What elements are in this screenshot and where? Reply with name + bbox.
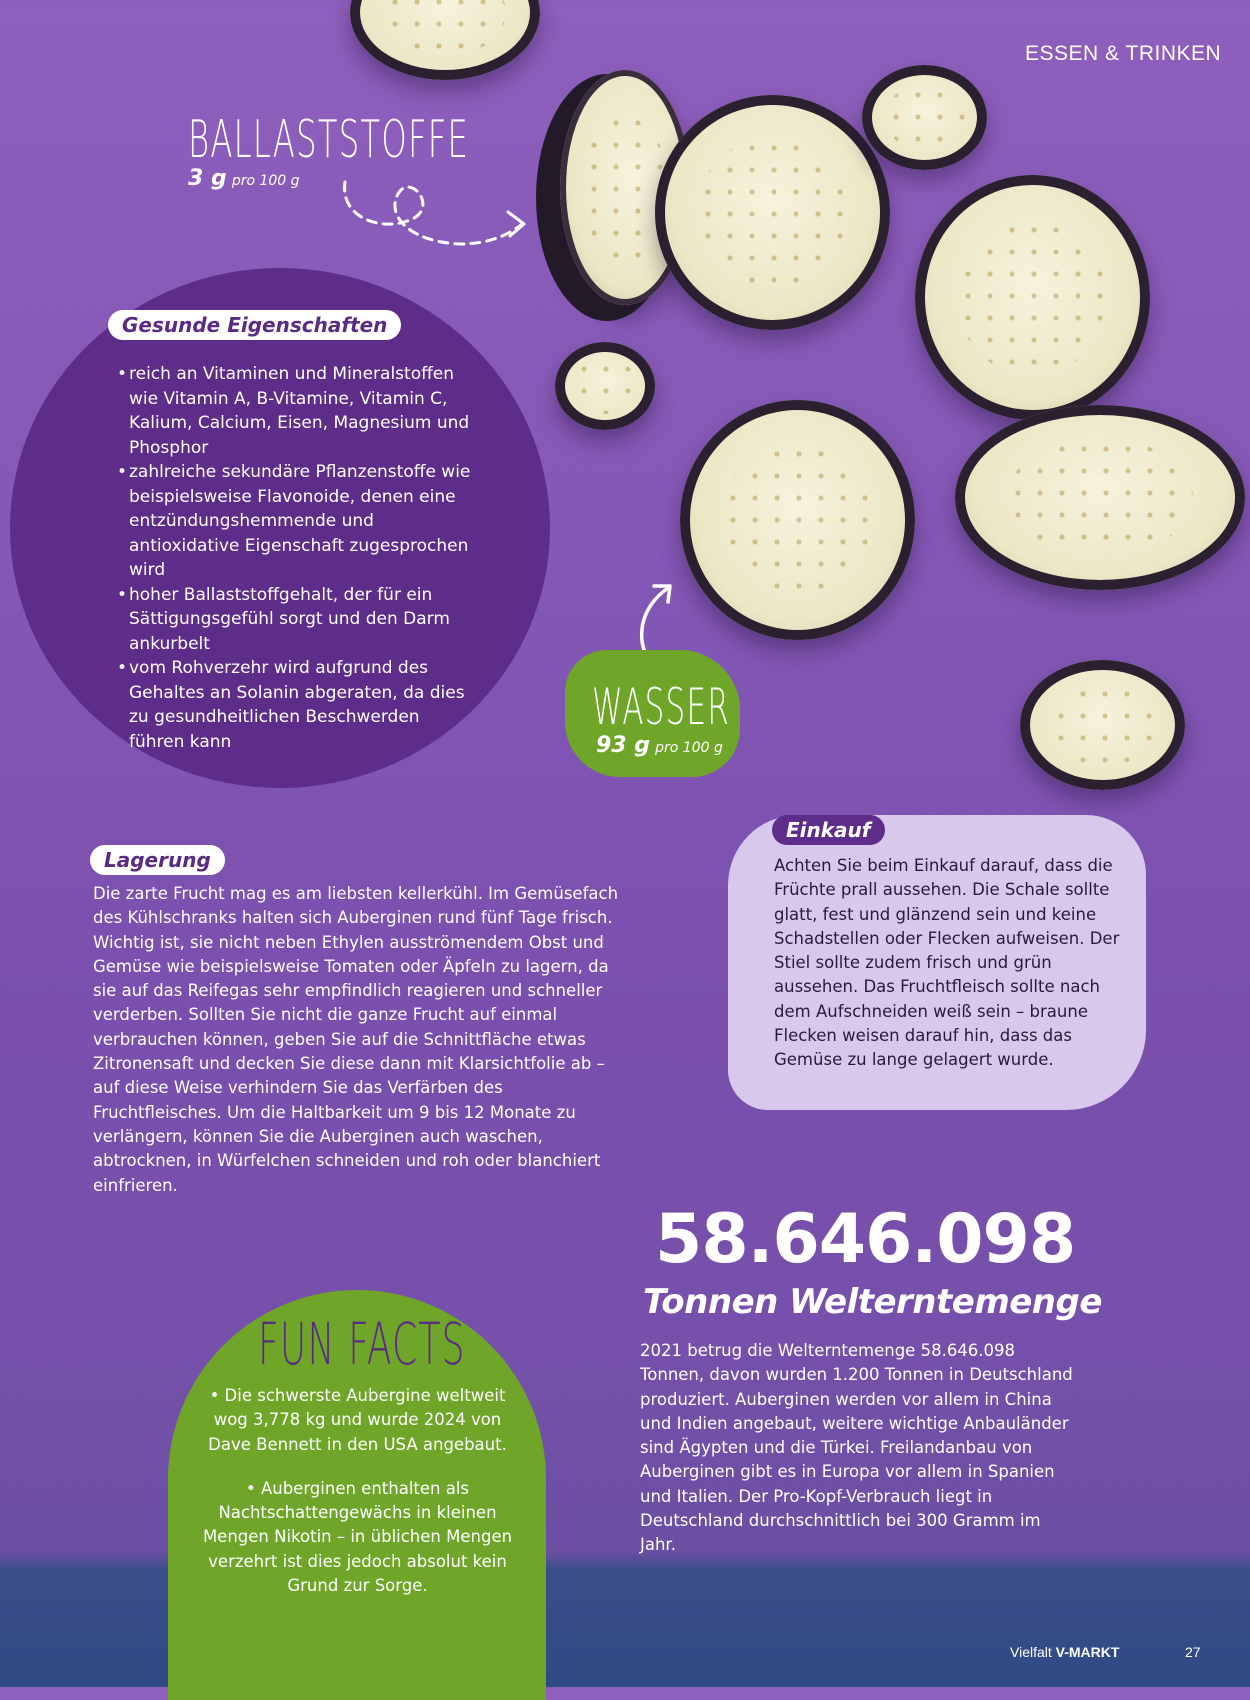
list-item: • zahlreiche sekundäre Pflanzenstoffe wie beispielsweise Flavonoide, denen eine entzündungshemmende und antioxidative Eigenschaft zugesprochen wird <box>117 460 472 583</box>
eggplant-slice-image <box>680 400 915 640</box>
harvest-number: 58.646.098 <box>655 1200 1076 1279</box>
page-number: 27 <box>1185 1644 1201 1660</box>
eggplant-slice-image <box>555 342 655 430</box>
list-item: • hoher Ballaststoffgehalt, der für ein Sättigungsgefühl sorgt und den Darm ankurbelt <box>117 583 472 657</box>
section-label: ESSEN & TRINKEN <box>1025 42 1222 65</box>
einkauf-text: Achten Sie beim Einkauf darauf, dass die Früchte prall aussehen. Die Schale sollte glatt, fest und glänzend sein und keine Schadstellen oder Flecken aufweisen. Der Stiel sollte zudem frisch und grün aussehen. Das Fruchtfleisch sollte nach dem Aufschneiden weiß sein – braune Flecken weisen darauf hin, dass das Gemüse zu lange gelagert wurde. <box>774 856 1120 1070</box>
fun-fact-item: • Die schwerste Aubergine weltweit wog 3,778 kg und wurde 2024 von Dave Bennett in den USA angebaut. <box>208 1386 507 1454</box>
eggplant-slice-image <box>1020 660 1185 790</box>
footer-brand-name: V-MARKT <box>1055 1644 1120 1660</box>
wasser-value: 93 g <box>596 733 651 758</box>
health-list <box>117 362 472 754</box>
harvest-text: 2021 betrug die Welterntemenge 58.646.098 Tonnen, davon wurden 1.200 Tonnen in Deutschland produziert. Auberginen werden vor allem in China und Indien angebaut, weitere wichtige Anbauländer sind Ägypten und die Türkei. Freilandanbau von Auberginen gibt es in Europa vor allem in Spanien und Italien. Der Pro-Kopf-Verbrauch liegt in Deutschland durchschnittlich bei 300 Gramm im Jahr. <box>640 1341 1073 1555</box>
footer-brand-prefix: Vielfalt <box>1010 1644 1052 1660</box>
eggplant-slice-image <box>350 0 540 80</box>
fun-facts-title: FUN FACTS <box>258 1310 466 1378</box>
list-item: • reich an Vitaminen und Mineralstoffen wie Vitamin A, B-Vitamine, Vitamin C, Kalium, Calcium, Eisen, Magnesium und Phosphor <box>117 362 472 460</box>
harvest-subtitle: Tonnen Welterntemenge <box>643 1282 1102 1322</box>
eggplant-slice-image <box>915 175 1150 420</box>
gesund-pill: Gesunde Eigenschaften <box>108 310 401 340</box>
ballaststoffe-value: 3 g <box>188 166 227 191</box>
eggplant-slice-image <box>955 405 1245 590</box>
eggplant-slice-image <box>655 95 890 330</box>
einkauf-pill: Einkauf <box>772 815 885 845</box>
wasser-title: WASSER <box>592 678 731 736</box>
list-item: • vom Rohverzehr wird aufgrund des Gehaltes an Solanin abgeraten, da dies zu gesundheitlichen Beschwerden führen kann <box>117 656 472 754</box>
ballaststoffe-unit: pro 100 g <box>231 173 300 189</box>
ballaststoffe-title: BALLASTSTOFFE <box>188 110 470 170</box>
lagerung-pill: Lagerung <box>90 845 225 875</box>
wasser-metric <box>596 733 723 758</box>
wasser-unit: pro 100 g <box>655 740 723 756</box>
dashed-arrow-icon <box>340 172 530 262</box>
footer-brand <box>1010 1644 1119 1660</box>
fun-fact-item: • Auberginen enthalten als Nachtschattengewächs in kleinen Mengen Nikotin – in üblichen Mengen verzehrt ist dies jedoch absolut kein Grund zur Sorge. <box>202 1478 513 1596</box>
fun-facts-list <box>190 1384 525 1618</box>
ballaststoffe-metric <box>188 166 300 191</box>
lagerung-text: Die zarte Frucht mag es am liebsten kellerkühl. Im Gemüsefach des Kühlschranks halten sich Auberginen rund fünf Tage frisch. Wichtig ist, sie nicht neben Ethylen ausströmendem Obst und Gemüse wie beispielsweise Tomaten oder Äpfeln zu lagern, da sie auf das Reifegas sehr empfindlich reagieren und schneller verderben. Sollten Sie nicht die ganze Frucht auf einmal verbrauchen können, geben Sie auf die Schnittfläche etwas Zitronensaft und decken Sie diese dann mit Klarsichtfolie ab – auf diese Weise verhindern Sie das Verfärben des Fruchtfleisches. Um die Haltbarkeit um 9 bis 12 Monate zu verlängern, können Sie die Auberginen auch waschen, abtrocknen, in Würfelchen schneiden und roh oder blanchiert einfrieren. <box>93 884 619 1195</box>
eggplant-slice-image <box>862 65 987 170</box>
